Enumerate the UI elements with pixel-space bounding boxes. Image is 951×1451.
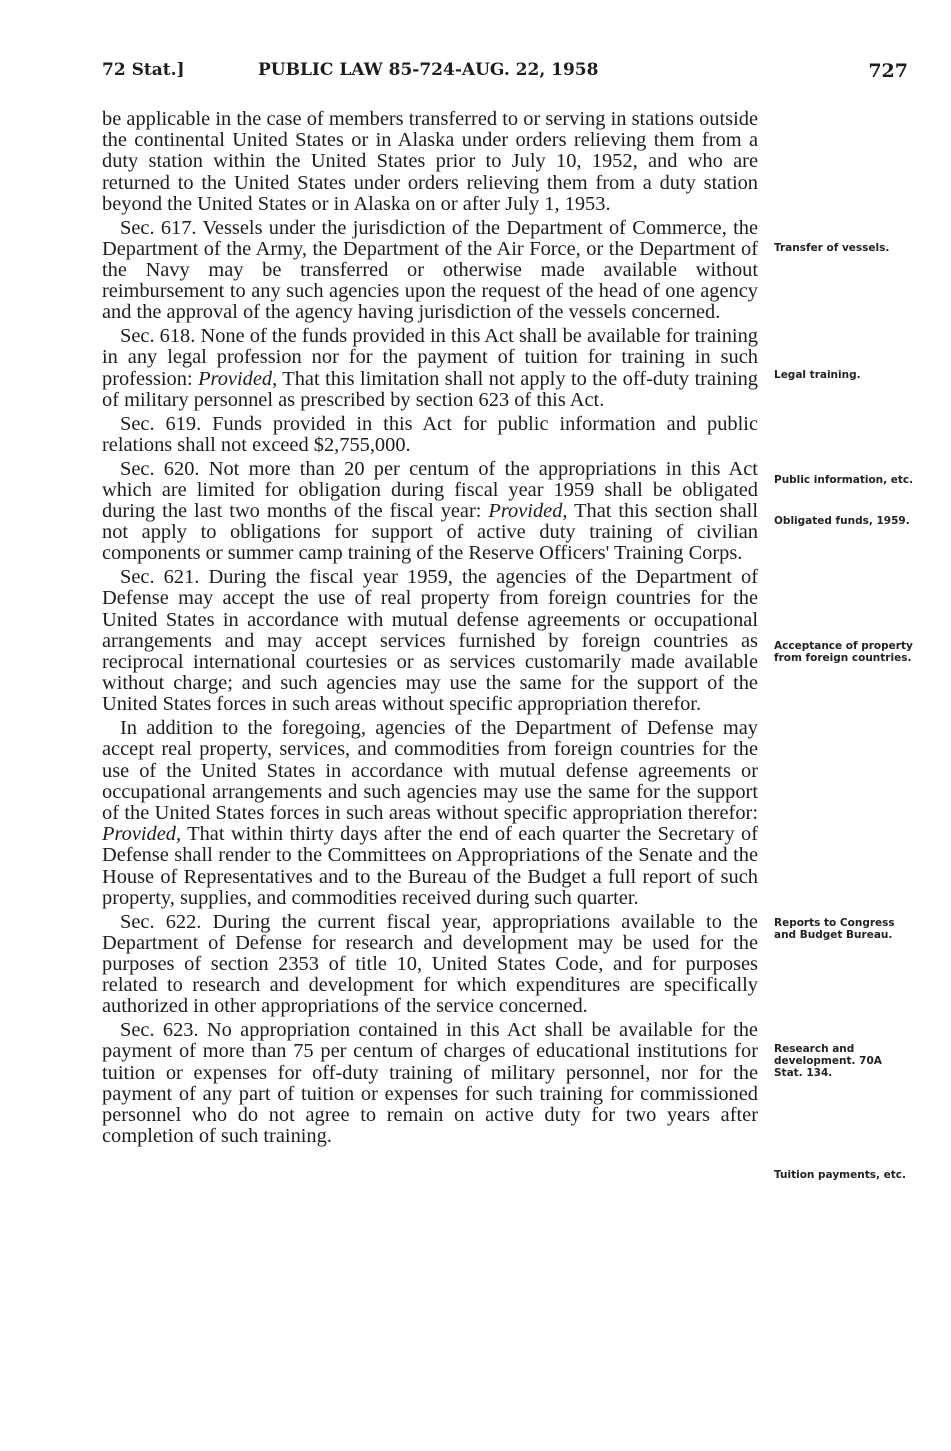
section-617: [102, 218, 758, 324]
section-number: Sec. 622.: [120, 910, 202, 933]
margin-note-obligated-funds: Obligated funds, 1959.: [774, 515, 910, 527]
statute-volume: 72 Stat.]: [102, 60, 185, 80]
margin-note-research-and-development: Research and development. 70A Stat. 134.: [774, 1043, 882, 1079]
page-number: 727: [868, 60, 908, 82]
section-620: [102, 459, 758, 565]
margin-note-acceptance-of-property: Acceptance of property from foreign countries.: [774, 640, 913, 664]
page-header: [102, 60, 908, 88]
paragraph-text: None of the funds provided in this Act shall be available for training in any legal profession nor for the payment of tuition for training in such profession:: [102, 325, 758, 390]
paragraph-text: During the fiscal year 1959, the agencies of the Department of Defense may accept the use of real property from foreign countries for the United States in accordance with mutual defense agreements or occupational arrangements and may accept services furnished by foreign countries as reciprocal international courtesies or as services customarily made available without charge; and such agencies may use the same for the support of the United States forces in such areas without specific appropriation therefor.: [102, 566, 758, 716]
section-621-continued: [102, 718, 758, 909]
margin-note-legal-training: Legal training.: [774, 369, 861, 381]
margin-note-public-information: Public information, etc.: [774, 474, 914, 486]
section-619: [102, 414, 758, 456]
paragraph-text: That this section shall not apply to obligations for support of active duty training of civilian components or summer camp training of the Reserve Officers' Training Corps.: [102, 500, 759, 565]
paragraph-text: Not more than 20 per centum of the appropriations in this Act which are limited for obligation during fiscal year 1959 shall be obligated during the last two months of the fiscal year:: [102, 457, 758, 523]
section-number: Sec. 623.: [120, 1019, 199, 1042]
paragraph-text: That this limitation shall not apply to the off-duty training of military personnel as prescribed by section 623 of this Act.: [102, 367, 758, 411]
paragraph-text: be applicable in the case of members transferred to or serving in stations outside the continental United States or in Alaska under orders relieving them from a duty station within the United States prior to July 10, 1952, and who are returned to the United States under orders relieving them from a duty station beyond the United States or in Alaska on or after July 1, 1953.: [102, 108, 758, 215]
proviso-word: Provided,: [102, 823, 182, 846]
margin-note-tuition-payments: Tuition payments, etc.: [774, 1169, 906, 1181]
paragraph-text: Funds provided in this Act for public information and public relations shall not exceed $2,755,000.: [102, 412, 758, 456]
section-number: Sec. 619.: [120, 412, 202, 435]
section-622: [102, 912, 758, 1018]
section-number: Sec. 621.: [120, 566, 200, 589]
proviso-word: Provided,: [198, 367, 278, 390]
margin-note-transfer-of-vessels: Transfer of vessels.: [774, 242, 890, 254]
margin-note-reports-to-congress: Reports to Congress and Budget Bureau.: [774, 917, 895, 941]
paragraph-text: In addition to the foregoing, agencies of the Department of Defense may accept real property, services, and commodities from foreign countries for the use of the United States in accordance with mutual defense agreements or occupational arrangements and such agencies may use the same for the support of the United States forces in such areas without specific appropriation therefor:: [102, 717, 758, 825]
paragraph-text: That within thirty days after the end of each quarter the Secretary of Defense shall render to the Committees on Appropriations of the Senate and the House of Representatives and to the Bureau of the Budget a full report of such property, supplies, and commodities received during such quarter.: [102, 823, 758, 909]
paragraph-text: Vessels under the jurisdiction of the Department of Commerce, the Department of the Army, the Department of the Air Force, or the Department of the Navy may be transferred or otherwise made available without reimbursement to any such agencies upon the request of the head of one agency and the approval of the agency having jurisdiction of the vessels concerned.: [102, 216, 759, 324]
section-618: [102, 326, 758, 411]
running-title: PUBLIC LAW 85-724-AUG. 22, 1958: [258, 60, 599, 80]
section-number: Sec. 620.: [120, 457, 200, 480]
paragraph-text: During the current fiscal year, appropriations available to the Department of Defense for research and development may be used for the purposes of section 2353 of title 10, United States Code, and for purposes related to research and development for which expenditures are specifically authorized in other appropriations of the service concerned.: [102, 910, 758, 1018]
section-number: Sec. 617.: [120, 216, 197, 239]
main-text: [102, 109, 758, 1150]
section-621: [102, 567, 758, 715]
paragraph-continuation: [102, 109, 758, 215]
paragraph-text: No appropriation contained in this Act shall be available for the payment of more than 75 per centum of charges of educational institutions for tuition or expenses for off-duty training of military personnel, nor for the payment of any part of tuition or expenses for such training for commissioned personnel who do not agree to remain on active duty for two years after completion of such training.: [102, 1019, 758, 1148]
section-number: Sec. 618.: [120, 325, 196, 348]
section-623: [102, 1020, 758, 1147]
proviso-word: Provided,: [488, 500, 568, 523]
